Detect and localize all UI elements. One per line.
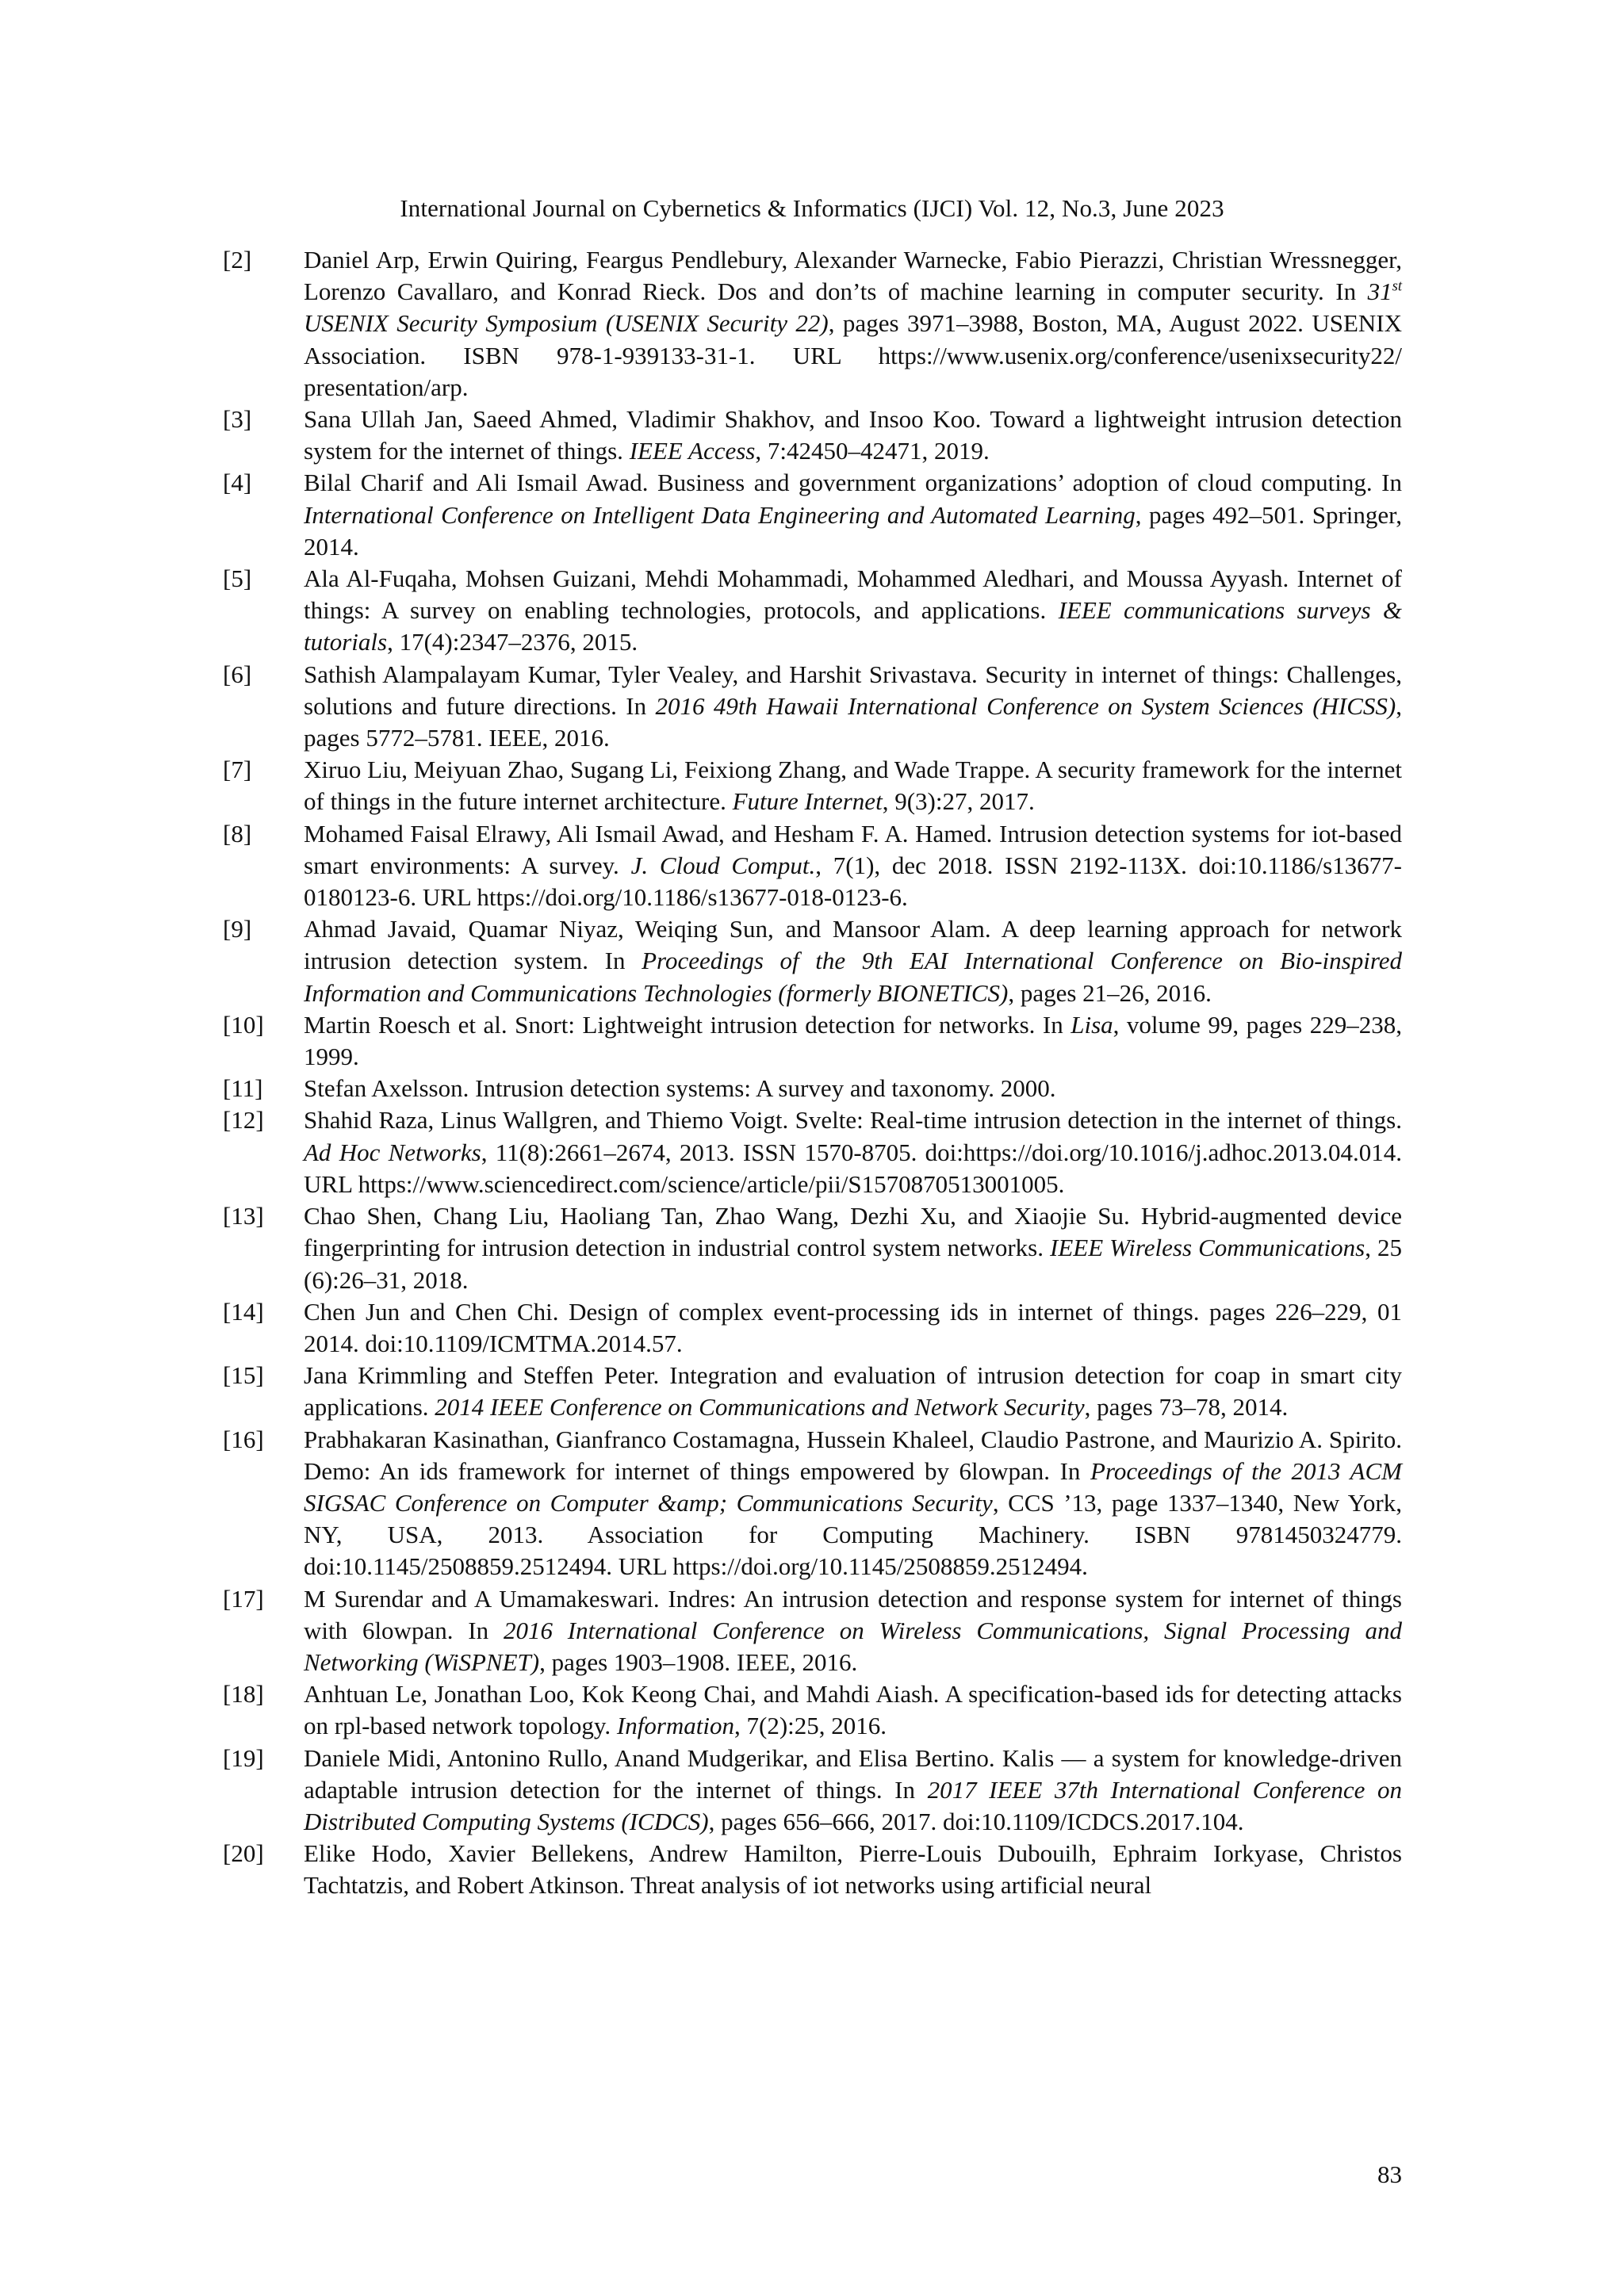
reference-number: [15] xyxy=(223,1361,264,1390)
reference-venue: International Conference on Intelligent Data Engineering and Automated Learning xyxy=(304,500,1136,529)
reference-number: [4] xyxy=(223,469,252,497)
reference-text xyxy=(304,1009,1402,1073)
reference-entry xyxy=(223,404,1402,467)
reference-segment: , pages 5772–5781. IEEE, 2016. xyxy=(304,691,1402,752)
reference-text xyxy=(304,1104,1402,1200)
reference-segment: Ahmad Javaid, Quamar Niyaz, Weiqing Sun, and Mansoor Alam. A deep learning approach for network intrusion detection system. In xyxy=(304,915,1402,975)
reference-segment: Daniel Arp, Erwin Quiring, Feargus Pendlebury, Alexander Warnecke, Fabio Pierazzi, Christian Wressnegger, Lorenzo Cavallaro, and Konrad Rieck. Dos and don’ts of machine learning in computer security. In xyxy=(304,246,1402,306)
reference-number: [19] xyxy=(223,1743,264,1772)
reference-entry xyxy=(223,244,1402,404)
reference-number: [8] xyxy=(223,819,252,848)
reference-entry xyxy=(223,1073,1402,1104)
reference-number: [16] xyxy=(223,1425,264,1453)
reference-entry xyxy=(223,1009,1402,1073)
reference-entry xyxy=(223,818,1402,914)
reference-text xyxy=(304,1583,1402,1679)
reference-number: [13] xyxy=(223,1202,264,1230)
reference-number: [7] xyxy=(223,756,252,784)
reference-text xyxy=(304,818,1402,914)
reference-venue: 2016 49th Hawaii International Conference on System Sciences (HICSS) xyxy=(655,691,1396,720)
reference-segment: Martin Roesch et al. Snort: Lightweight intrusion detection for networks. In xyxy=(304,1010,1071,1039)
reference-segment: , volume 99, pages 229–238, 1999. xyxy=(304,1010,1402,1071)
reference-list xyxy=(223,244,1402,1902)
reference-entry xyxy=(223,1296,1402,1360)
reference-segment: , 17(4):2347–2376, 2015. xyxy=(387,628,638,656)
reference-venue: USENIX Security Symposium (USENIX Security 22) xyxy=(304,309,829,338)
reference-text xyxy=(304,913,1402,1009)
reference-segment: , pages 1903–1908. IEEE, 2016. xyxy=(539,1647,858,1676)
reference-segment: , pages 492–501. Springer, 2014. xyxy=(304,500,1402,561)
reference-segment: , CCS ’13, page 1337–1340, New York, NY, USA, 2013. Association for Computing Machinery. ISBN 9781450324779. doi:10.1145/2508859.2512494. URL https://doi.org/10.1145/2508859.2512494. xyxy=(304,1488,1402,1581)
reference-text xyxy=(304,563,1402,659)
reference-venue: Ad Hoc Networks xyxy=(304,1138,481,1166)
reference-number: [10] xyxy=(223,1010,264,1039)
reference-segment: Shahid Raza, Linus Wallgren, and Thiemo Voigt. Svelte: Real-time intrusion detection in the internet of things. xyxy=(304,1106,1402,1135)
reference-segment: , 11(8):2661–2674, 2013. ISSN 1570-8705. doi:https://doi.org/10.1016/j.adhoc.2013.04.014. URL https://www.sciencedirect.com/science/article/pii/S1570870513001005. xyxy=(304,1138,1402,1198)
reference-number: [2] xyxy=(223,246,252,274)
reference-number: [6] xyxy=(223,660,252,688)
reference-entry xyxy=(223,659,1402,755)
reference-text xyxy=(304,244,1402,404)
reference-text xyxy=(304,1073,1402,1104)
reference-segment: , 7(2):25, 2016. xyxy=(734,1712,887,1740)
reference-text xyxy=(304,1678,1402,1742)
reference-segment: Jana Krimmling and Steffen Peter. Integration and evaluation of intrusion detection for coap in smart city applications. xyxy=(304,1361,1402,1422)
reference-segment: Chao Shen, Chang Liu, Haoliang Tan, Zhao Wang, Dezhi Xu, and Xiaojie Su. Hybrid-augmented device fingerprinting for intrusion detection in industrial control system networks. xyxy=(304,1202,1402,1262)
reference-segment: st xyxy=(1392,277,1402,295)
reference-segment: Bilal Charif and Ali Ismail Awad. Business and government organizations’ adoption of cloud computing. In xyxy=(304,469,1402,497)
reference-venue: Lisa xyxy=(1071,1010,1113,1039)
reference-number: [17] xyxy=(223,1584,264,1613)
reference-segment: , 7(1), dec 2018. ISSN 2192-113X. doi:10.1186/s13677-0180123-6. URL https://doi.org/10.1186/s13677-018-0123-6. xyxy=(304,851,1402,912)
reference-entry xyxy=(223,1104,1402,1200)
reference-text xyxy=(304,1200,1402,1296)
reference-number: [9] xyxy=(223,915,252,943)
reference-segment: Mohamed Faisal Elrawy, Ali Ismail Awad, and Hesham F. A. Hamed. Intrusion detection systems for iot-based smart environments: A survey. xyxy=(304,819,1402,879)
reference-text xyxy=(304,1360,1402,1423)
reference-segment: , pages 3971–3988, Boston, MA, August 2022. USENIX Association. ISBN 978-1-939133-31-1. URL https://www.usenix.org/conference/usenixsecurity22/ presentation/arp. xyxy=(304,309,1402,401)
reference-number: [20] xyxy=(223,1839,264,1868)
reference-segment: Daniele Midi, Antonino Rullo, Anand Mudgerikar, and Elisa Bertino. Kalis — a system for knowledge-driven adaptable intrusion detection for the internet of things. In xyxy=(304,1743,1402,1804)
reference-entry xyxy=(223,1838,1402,1901)
reference-segment: Prabhakaran Kasinathan, Gianfranco Costamagna, Hussein Khaleel, Claudio Pastrone, and Maurizio A. Spirito. Demo: An ids framework for internet of things empowered by 6lowpan. In xyxy=(304,1425,1402,1485)
reference-venue: J. Cloud Comput. xyxy=(630,851,816,879)
reference-text xyxy=(304,1838,1402,1901)
reference-number: [11] xyxy=(223,1074,263,1103)
reference-venue: 2016 International Conference on Wireless Communications, Signal Processing and Networking (WiSPNET) xyxy=(304,1616,1402,1676)
reference-venue: 2017 IEEE 37th International Conference on Distributed Computing Systems (ICDCS) xyxy=(304,1775,1402,1835)
reference-segment: , pages 73–78, 2014. xyxy=(1084,1393,1289,1422)
reference-segment: , 7:42450–42471, 2019. xyxy=(755,437,990,465)
reference-segment: Sathish Alampalayam Kumar, Tyler Vealey, and Harshit Srivastava. Security in internet of things: Challenges, solutions and future directions. In xyxy=(304,660,1402,720)
reference-segment: , pages 21–26, 2016. xyxy=(1008,978,1212,1007)
reference-entry xyxy=(223,1424,1402,1583)
reference-entry xyxy=(223,754,1402,817)
reference-segment: Xiruo Liu, Meiyuan Zhao, Sugang Li, Feixiong Zhang, and Wade Trappe. A security framework for the internet of things in the future internet architecture. xyxy=(304,756,1402,816)
reference-text xyxy=(304,1424,1402,1583)
reference-entry xyxy=(223,1200,1402,1296)
reference-text xyxy=(304,659,1402,755)
reference-text xyxy=(304,467,1402,563)
reference-segment: Elike Hodo, Xavier Bellekens, Andrew Hamilton, Pierre-Louis Dubouilh, Ephraim Iorkyase, Christos Tachtatzis, and Robert Atkinson. Threat analysis of iot networks using artificial neural xyxy=(304,1839,1402,1900)
reference-number: [14] xyxy=(223,1297,264,1326)
reference-segment: Chen Jun and Chen Chi. Design of complex event-processing ids in internet of things. pages 226–229, 01 2014. doi:10.1109/ICMTMA.2014.57. xyxy=(304,1297,1402,1357)
reference-venue: 31 xyxy=(1367,277,1392,306)
page-number: 83 xyxy=(1377,2160,1402,2188)
reference-entry xyxy=(223,1743,1402,1839)
reference-text xyxy=(304,1296,1402,1360)
reference-segment: M Surendar and A Umamakeswari. Indres: An intrusion detection and response system for internet of things with 6lowpan. In xyxy=(304,1584,1402,1644)
reference-segment: , 9(3):27, 2017. xyxy=(882,787,1035,816)
reference-entry xyxy=(223,1583,1402,1679)
reference-segment: , 25 (6):26–31, 2018. xyxy=(304,1234,1403,1294)
reference-venue: Proceedings of the 2013 ACM SIGSAC Conference on Computer &amp; Communications Security xyxy=(304,1456,1402,1517)
reference-venue: Future Internet xyxy=(732,787,883,816)
reference-segment: Anhtuan Le, Jonathan Loo, Kok Keong Chai, and Mahdi Aiash. A specification-based ids for detecting attacks on rpl-based network topology. xyxy=(304,1680,1402,1740)
reference-entry xyxy=(223,467,1402,563)
reference-segment: Sana Ullah Jan, Saeed Ahmed, Vladimir Shakhov, and Insoo Koo. Toward a lightweight intrusion detection system for the internet of things. xyxy=(304,405,1402,465)
reference-segment: , pages 656–666, 2017. doi:10.1109/ICDCS.2017.104. xyxy=(708,1807,1244,1835)
reference-segment: Stefan Axelsson. Intrusion detection systems: A survey and taxonomy. 2000. xyxy=(304,1074,1056,1103)
reference-number: [5] xyxy=(223,564,252,593)
reference-number: [12] xyxy=(223,1106,264,1135)
reference-venue: IEEE communications surveys & tutorials xyxy=(304,596,1402,656)
reference-entry xyxy=(223,913,1402,1009)
running-header: International Journal on Cybernetics & Informatics (IJCI) Vol. 12, No.3, June 2023 xyxy=(400,194,1224,222)
reference-text xyxy=(304,404,1402,467)
reference-text xyxy=(304,754,1402,817)
reference-entry xyxy=(223,563,1402,659)
reference-venue: 2014 IEEE Conference on Communications and Network Security xyxy=(435,1393,1085,1422)
reference-number: [3] xyxy=(223,405,252,434)
reference-entry xyxy=(223,1360,1402,1423)
reference-text xyxy=(304,1743,1402,1839)
reference-entry xyxy=(223,1678,1402,1742)
reference-number: [18] xyxy=(223,1680,264,1709)
reference-venue: IEEE Access xyxy=(629,437,756,465)
reference-segment: Ala Al-Fuqaha, Mohsen Guizani, Mehdi Mohammadi, Mohammed Aledhari, and Moussa Ayyash. Internet of things: A survey on enabling technologies, protocols, and applications. xyxy=(304,564,1402,625)
reference-venue: Proceedings of the 9th EAI International Conference on Bio-inspired Information and Communications Technologies (formerly BIONETICS) xyxy=(304,947,1402,1007)
reference-venue: IEEE Wireless Communications xyxy=(1050,1234,1365,1262)
reference-venue: Information xyxy=(616,1712,735,1740)
